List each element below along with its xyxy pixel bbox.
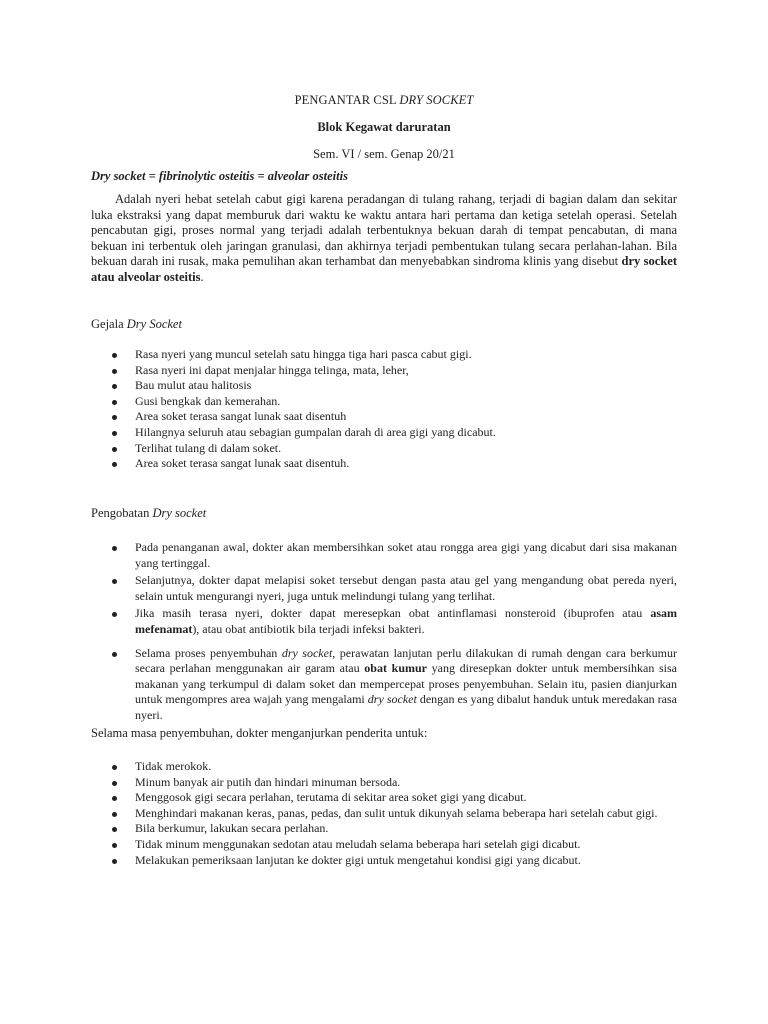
list-item-text: ), atau obat antibiotik bila terjadi infeksi bakteri. [192,621,425,636]
list-item-text: Minum banyak air putih dan hindari minuman bersoda. [135,774,401,789]
list-item [91,378,677,394]
list-item [91,837,677,853]
list-item-text: Jika masih terasa nyeri, dokter dapat meresepkan obat antinflamasi nonsteroid (ibuprofen atau [135,606,651,621]
list-item-text: Pada penanganan awal, dokter akan membersihkan soket atau rongga area gigi yang dicabut dari sisa makanan yang tertinggal. [135,540,677,570]
list-item [91,347,677,363]
intro-text: Adalah nyeri hebat setelah cabut gigi karena peradangan di tulang rahang, terjadi di bagian dalam dan sekitar luka ekstraksi yang dapat memburuk dari waktu ke waktu antara hari pertama dan ketiga setelah operasi. Setelah pencabutan gigi, proses normal yang terjadi adalah terbentuknya bekuan darah di tempat pencabutan, di mana bekuan ini terbentuk oleh jaringan granulasi, dan akhirnya terjadi pembentukan tulang secara perlahan-lahan. Bila bekuan darah ini rusak, maka pemulihan akan terhambat dan menyebabkan sindroma klinis yang disebut [91,192,677,269]
bullet-icon [112,546,117,551]
list-item-text: dengan es yang dibalut handuk untuk meredakan rasa nyeri. [135,692,677,722]
list-item-text: Gusi bengkak dan kemerahan. [135,393,281,408]
list-item-text: Area soket terasa sangat lunak saat disentuh. [135,456,350,471]
list-item [91,409,677,425]
list-item-text: Menghindari makanan keras, panas, pedas, dan sulit untuk dikunyah selama beberapa hari setelah cabut gigi. [135,805,658,820]
document-subtitle: Blok Kegawat daruratan [317,120,451,134]
bullet-icon [112,812,117,817]
bullet-icon [112,843,117,848]
list-item-text: , perawatan lanjutan perlu dilakukan di rumah dengan cara berkumur secara perlahan menggunakan air garam atau [135,645,678,676]
list-item-text: Area soket terasa sangat lunak saat disentuh [135,409,347,424]
intro-paragraph [91,192,677,286]
bullet-icon [112,447,117,452]
list-item [91,790,677,806]
recovery-intro: Selama masa penyembuhan, dokter menganjurkan penderita untuk: [91,726,428,740]
bullet-icon [112,384,117,389]
list-item-text: Bau mulut atau halitosis [135,378,252,393]
italic-term: dry socket [367,692,417,707]
list-item [91,425,677,441]
list-item-text: Hilangnya seluruh atau sebagian gumpalan darah di area gigi yang dicabut. [135,424,496,439]
bullet-icon [112,612,117,617]
bullet-icon [112,369,117,374]
list-item-text: Melakukan pemeriksaan lanjutan ke dokter gigi untuk mengetahui kondisi gigi yang dicabut. [135,852,581,867]
list-item-text: Selanjutnya, dokter dapat melapisi soket tersebut dengan pasta atau gel yang mengandung obat pereda nyeri, selain untuk mengurangi nyeri, juga untuk melindungi tulang yang terlihat. [135,573,677,603]
bullet-icon [112,431,117,436]
list-item-text: Terlihat tulang di dalam soket. [135,440,282,455]
list-item [91,646,677,724]
bullet-icon [112,781,117,786]
list-item-text: Bila berkumur, lakukan secara perlahan. [135,821,329,836]
list-item [91,394,677,410]
italic-term: dry socket [281,645,333,660]
list-item-text: Rasa nyeri ini dapat menjalar hingga telinga, mata, leher, [135,362,409,377]
bullet-icon [112,462,117,467]
list-item [91,806,677,822]
bullet-icon [112,827,117,832]
intro-bold-term: dry socket atau alveolar osteitis [91,254,677,284]
semester-line: Sem. VI / sem. Genap 20/21 [313,147,455,161]
intro-end: . [200,269,204,284]
list-item-text: Tidak minum menggunakan sedotan atau meludah selama beberapa hari setelah gigi dicabut. [135,836,581,851]
symptoms-heading [91,317,182,332]
recovery-list [91,759,677,868]
definition-line: Dry socket = fibrinolytic osteitis = alveolar osteitis [91,169,348,183]
bold-term: obat kumur [364,661,427,676]
list-item-text: Tidak merokok. [135,759,212,773]
bullet-icon [112,796,117,801]
bullet-icon [112,765,117,770]
list-item-text: Rasa nyeri yang muncul setelah satu hingga tiga hari pasca cabut gigi. [135,347,472,361]
list-item [91,573,677,604]
drug-name: asam mefenamat [135,606,677,636]
treatment-heading-italic: Dry socket [152,506,207,520]
bullet-icon [112,353,117,358]
bullet-icon [112,859,117,864]
list-item [91,853,677,869]
bullet-icon [112,652,117,657]
treatment-heading [91,506,206,521]
list-item-text: Selama proses penyembuhan [135,645,282,660]
bullet-icon [112,415,117,420]
list-item [91,540,677,571]
list-item [91,441,677,457]
symptoms-heading-prefix: Gejala [91,317,127,331]
symptoms-list [91,347,677,472]
list-item [91,775,677,791]
title-prefix: PENGANTAR CSL [294,93,400,107]
list-item [91,456,677,472]
list-item [91,606,677,637]
document-title [0,93,768,108]
title-italic: DRY SOCKET [399,93,474,107]
symptoms-heading-italic: Dry Socket [126,317,182,331]
list-item-text: Menggosok gigi secara perlahan, terutama di sekitar area soket gigi yang dicabut. [135,790,527,805]
list-item [91,363,677,379]
treatment-heading-prefix: Pengobatan [91,506,153,520]
treatment-list [91,540,677,726]
bullet-icon [112,579,117,584]
list-item [91,821,677,837]
bullet-icon [112,400,117,405]
list-item-text: yang diresepkan dokter untuk membersihkan sisa makanan yang terkumpul di dalam soket dan mempercepat proses penyembuhan. Selain itu, pasien dianjurkan untuk mengompres area wajah yang mengalami [135,661,678,707]
list-item [91,759,677,775]
